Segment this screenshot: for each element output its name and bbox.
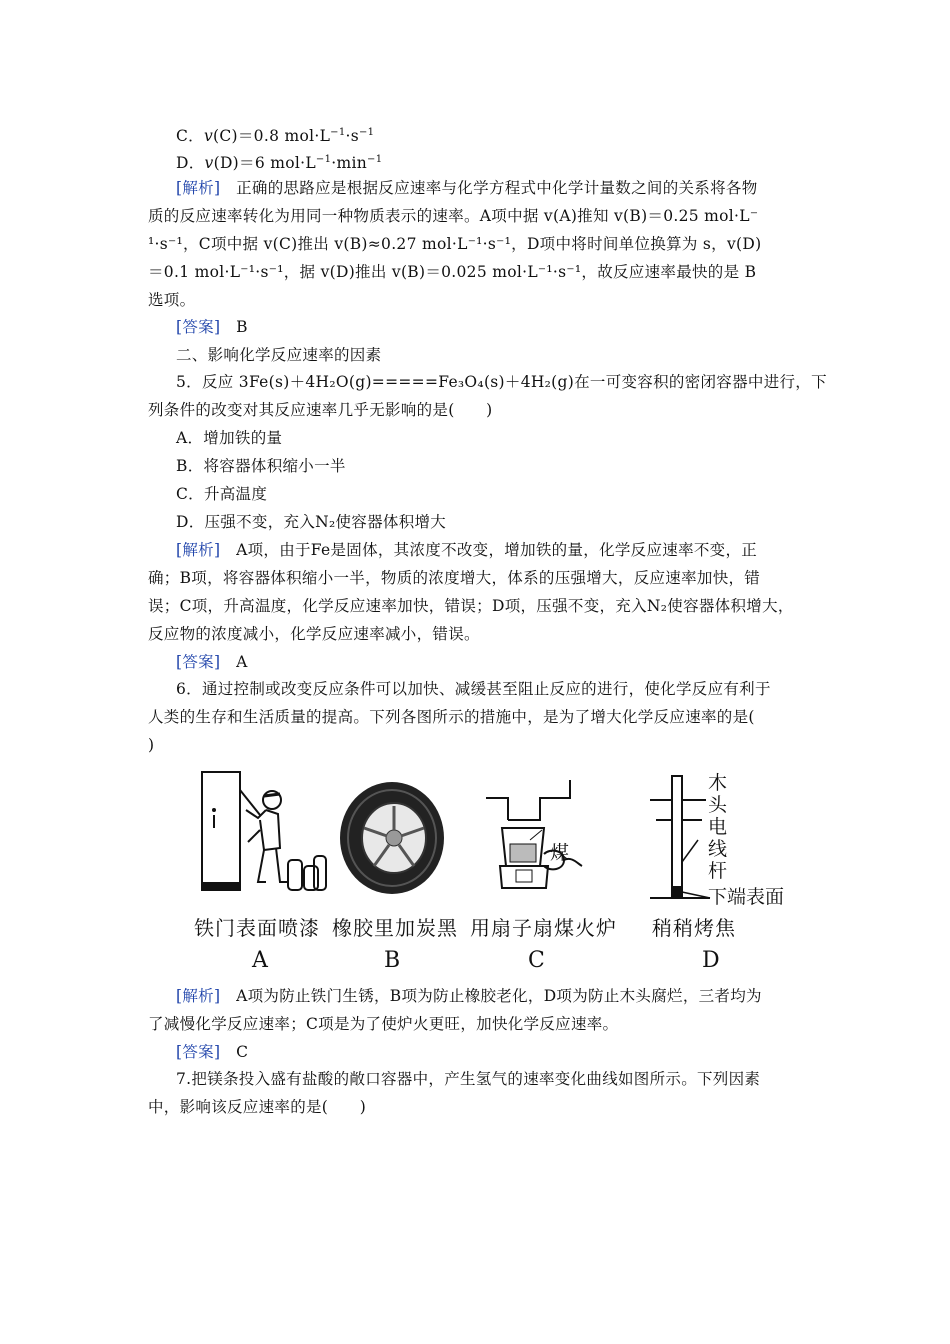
q5-stem-line-2: 列条件的改变对其反应速率几乎无影响的是( ) xyxy=(148,401,493,419)
q5-analysis-line-4: 反应物的浓度减小，化学反应速率减小，错误。 xyxy=(148,625,480,643)
q5-stem-line-1: 5．反应 3Fe(s)＋4H₂O(g)=====Fe₃O₄(s)＋4H₂(g)在一可变容积的密闭容器中进行，下 xyxy=(176,373,827,391)
figure-d-caption: 稍稍烤焦 xyxy=(652,916,736,940)
analysis-tag: [解析] xyxy=(176,541,221,559)
figure-b-letter: B xyxy=(384,948,401,973)
q6-answer: [答案] C xyxy=(176,1043,249,1061)
figure-d-letter: D xyxy=(702,948,720,973)
q4-analysis-line-4: ＝0.1 mol·L⁻¹·s⁻¹，据 v(D)推出 v(B)＝0.025 mol·L⁻¹·s⁻¹，故反应速率最快的是 B xyxy=(148,263,757,281)
q4-answer: [答案] B xyxy=(176,318,248,336)
figure-c xyxy=(470,770,617,973)
tire-illustration xyxy=(338,770,450,900)
analysis-tag: [解析] xyxy=(176,987,221,1005)
figure-d xyxy=(650,770,785,973)
q5-analysis-line-1: [解析] A项，由于Fe是固体，其浓度不改变，增加铁的量，化学反应速率不变，正 xyxy=(176,541,758,559)
figure-a-letter: A xyxy=(252,948,268,973)
figure-a xyxy=(194,770,330,973)
q4-analysis-line-5: 选项。 xyxy=(148,291,196,309)
answer-tag: [答案] xyxy=(176,653,221,671)
q6-analysis-line-2: 了减慢化学反应速率；C项是为了使炉火更旺，加快化学反应速率。 xyxy=(148,1015,619,1033)
q6-stem-line-2: 人类的生存和生活质量的提高。下列各图所示的措施中，是为了增大化学反应速率的是( xyxy=(148,708,755,726)
q4-analysis-line-1: [解析] 正确的思路应是根据反应速率与化学方程式中化学计量数之间的关系将各物 xyxy=(176,179,758,197)
answer-tag: [答案] xyxy=(176,1043,221,1061)
coal-label: 煤 xyxy=(550,842,570,864)
coal-stove-illustration xyxy=(480,770,590,900)
q6-figures xyxy=(190,770,810,975)
figure-b-caption: 橡胶里加炭黑 xyxy=(332,916,458,940)
q7-stem-line-1: 7.把镁条投入盛有盐酸的敞口容器中，产生氢气的速率变化曲线如图所示。下列因素 xyxy=(176,1070,761,1088)
q5-analysis-line-3: 误；C项，升高温度，化学反应速率加快，错误；D项，压强不变，充入N₂使容器体积增大， xyxy=(148,597,794,615)
bottom-surface-label: 下端表面 xyxy=(708,886,785,908)
answer-tag: [答案] xyxy=(176,318,221,336)
figure-c-letter: C xyxy=(528,948,545,973)
q5-option-d: D．压强不变，充入N₂使容器体积增大 xyxy=(176,513,447,531)
analysis-tag: [解析] xyxy=(176,179,221,197)
figure-b xyxy=(332,770,458,973)
q5-option-c: C．升高温度 xyxy=(176,485,268,503)
q4-option-d: D．v(D)＝6 $mol\cdot L^{-1}\cdot\min^{-1}$ xyxy=(176,154,383,172)
q4-analysis-line-3: ¹·s⁻¹，C项中据 v(C)推出 v(B)≈0.27 mol·L⁻¹·s⁻¹，D项中将时间单位换算为 s，v(D) xyxy=(148,235,762,253)
figure-a-caption: 铁门表面喷漆 xyxy=(194,916,320,940)
q4-option-c: C．v(C)＝0.8 $mol\cdot L^{-1}\cdot s^{-1}$ xyxy=(176,127,375,145)
q5-option-a: A．增加铁的量 xyxy=(176,429,283,447)
figure-c-caption: 用扇子扇煤火炉 xyxy=(470,916,617,940)
q5-option-b: B．将容器体积缩小一半 xyxy=(176,457,346,475)
pole-label: 木 头 电 线 杆 xyxy=(708,772,728,882)
q6-stem-line-1: 6．通过控制或改变反应条件可以加快、减缓甚至阻止反应的进行，使化学反应有利于 xyxy=(176,680,771,698)
q6-stem-line-3: ) xyxy=(148,736,155,754)
q4-analysis-line-2: 质的反应速率转化为用同一种物质表示的速率。A项中据 v(A)推知 v(B)＝0.25 mol·L⁻ xyxy=(148,207,759,225)
q7-stem-line-2: 中，影响该反应速率的是( ) xyxy=(148,1098,367,1116)
section-heading: 二、影响化学反应速率的因素 xyxy=(176,346,382,364)
wooden-pole-illustration xyxy=(650,770,760,905)
q5-analysis-line-2: 确；B项，将容器体积缩小一半，物质的浓度增大，体系的压强增大，反应速率加快，错 xyxy=(148,569,761,587)
q6-analysis-line-1: [解析] A项为防止铁门生锈，B项为防止橡胶老化，D项为防止木头腐烂，三者均为 xyxy=(176,987,762,1005)
q5-answer: [答案] A xyxy=(176,653,248,671)
painter-door-illustration xyxy=(200,770,330,900)
